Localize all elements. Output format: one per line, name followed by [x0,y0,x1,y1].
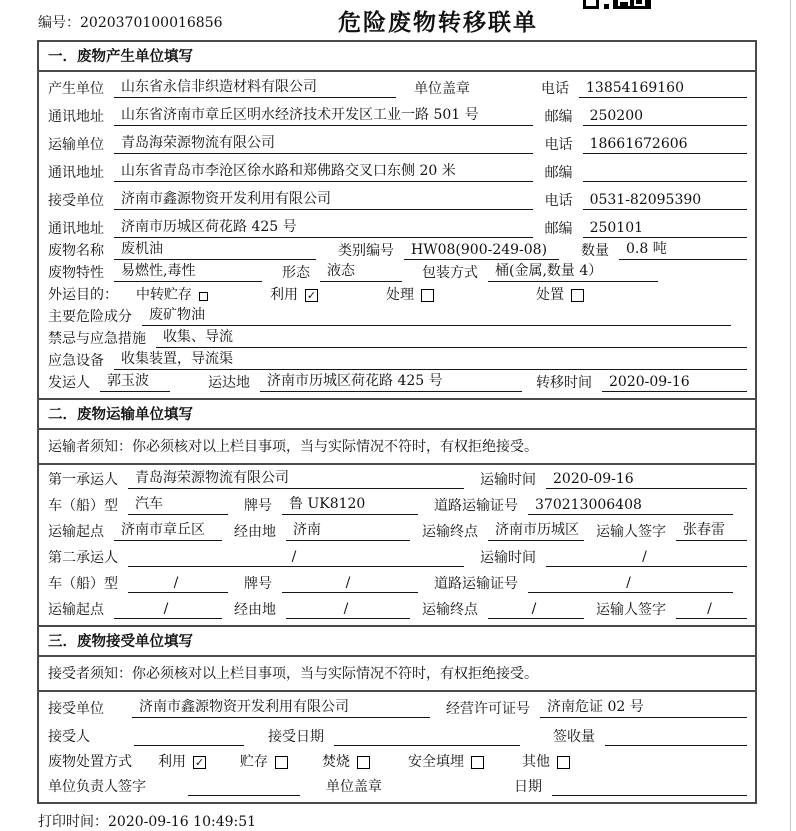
head-sign-value [188,779,300,796]
zip1-value: 250200 [583,108,747,126]
phone2-value: 18661672606 [583,136,747,154]
character-label: 废物特性 [48,265,104,281]
quantity-label: 数量 [581,243,609,259]
accept-person-row [48,722,749,750]
zip3-label: 邮编 [544,221,573,237]
disposal-option-landfill [408,751,484,771]
document-number-label: 编号： [38,15,80,31]
disposal-option-other-label: 其他 [522,754,550,770]
phone2-label: 电话 [544,137,573,153]
zip2-value [583,165,747,182]
taboo-value: 收集、导流 [156,326,747,348]
carrier2-label: 第二承运人 [48,550,118,566]
producer-value: 山东省永信非织造材料有限公司 [114,76,396,98]
disposal-store-checkbox-icon[interactable] [275,756,288,769]
transporter-label: 运输单位 [48,137,104,153]
disposal-option-landfill-label: 安全填埋 [408,754,464,770]
manifest-form [37,40,757,804]
terminal2-label: 运输终点 [422,602,478,618]
disposal-option-store [240,751,288,771]
section3-header: 三．废物接受单位填写 [39,625,755,657]
print-time-label: 打印时间： [38,814,108,830]
permit2-label: 道路运输证号 [434,576,518,592]
permit2-value: / [528,575,733,593]
category-value: HW08(900-249-08) [404,242,559,260]
disposal-label: 废物处置方式 [48,754,132,770]
origin2-value: / [114,601,222,619]
form-value: 液态 [320,260,402,282]
sign1-value: 张春雷 [676,519,747,541]
receipt-qty-label: 签收量 [553,729,595,745]
character-value: 易燃性,毒性 [114,260,262,282]
receiver-notice: 接受者须知：你必须核对以上栏目事项，当与实际情况不符时，有权拒绝接受。 [39,657,755,692]
destination-value: 济南市历城区荷花路 425 号 [260,370,522,392]
plate2-value: / [282,575,418,593]
category-label: 类别编号 [338,243,394,259]
zip1-label: 邮编 [544,109,573,125]
transporter-value: 青岛海荣源物流有限公司 [114,132,533,154]
receiver-row [48,186,749,214]
vehicle1-value: 汽车 [128,493,228,515]
unit-seal-label: 单位盖章 [414,81,470,97]
sign-date-value [552,779,747,796]
carrier2-row [48,545,749,571]
purpose-option-transfer-label: 中转贮存 [136,287,192,303]
purpose-option-utilize-label: 利用 [270,287,298,303]
phone1-value: 13854169160 [579,80,747,98]
purpose-option-dispose [536,284,584,304]
via2-value: / [286,601,410,619]
addr2-label: 通讯地址 [48,165,104,181]
taboo-label: 禁忌与应急措施 [48,331,146,347]
dispose-checkbox-icon[interactable] [571,289,584,302]
head-sign-label: 单位负责人签字 [48,779,146,795]
disposal-other-checkbox-icon[interactable] [557,756,570,769]
print-time-value: 2020-09-16 10:49:51 [108,814,257,830]
waste-character-row [48,264,749,286]
disposal-landfill-checkbox-icon[interactable] [471,756,484,769]
time2-value: / [546,549,747,567]
addr3-value: 济南市历城区荷花路 425 号 [114,216,533,238]
disposal-option-other [522,751,570,771]
receipt-qty-value [605,729,747,746]
phone1-label: 电话 [541,81,569,97]
section3-body [39,692,755,802]
document-number-value: 2020370100016856 [80,15,223,31]
vehicle1-label: 车（船）型 [48,498,118,514]
plate1-value: 鲁 UK8120 [282,493,418,515]
vehicle2-row [48,571,749,597]
carrier2-value: / [128,549,464,567]
page-right-edge [790,0,791,831]
sign2-value: / [676,601,747,619]
print-time [38,811,796,831]
purpose-option-dispose-label: 处置 [536,287,564,303]
treat-checkbox-icon[interactable] [421,289,434,302]
terminal2-value: / [488,601,584,619]
head-sign-row [48,775,749,800]
plate1-label: 牌号 [244,498,272,514]
accept-date-value [334,729,520,746]
sign1-label: 运输人签字 [596,524,666,540]
plate2-label: 牌号 [244,576,272,592]
hazard-value: 废矿物油 [142,304,731,326]
hazard-label2: 主要危险成分 [48,309,132,325]
route2-row [48,597,749,623]
zip3-value: 250101 [583,220,747,238]
terminal1-value: 济南市历城区 [488,519,584,541]
packing-value: 桶(金属,数量 4） [488,260,658,282]
form-label: 形态 [282,265,310,281]
zip2-label: 邮编 [544,165,573,181]
license-label: 经营许可证号 [446,701,530,717]
shipper-label: 发运人 [48,375,90,391]
packing-label: 包装方式 [422,265,478,281]
destination-label: 运达地 [208,375,250,391]
transfer-time-value: 2020-09-16 [602,374,747,392]
waste-name-value: 废机油 [114,238,316,260]
addr3-label: 通讯地址 [48,221,104,237]
page-title: 危险废物转移联单 [338,9,538,36]
time2-label: 运输时间 [480,550,536,566]
addr1-label: 通讯地址 [48,109,104,125]
producer-label: 产生单位 [48,81,104,97]
time1-value: 2020-09-16 [546,471,747,489]
purpose-option-treat [386,284,434,304]
transporter-address-row [48,158,749,186]
disposal-option-store-label: 贮存 [240,754,268,770]
sign2-label: 运输人签字 [596,602,666,618]
accept-date-label: 接受日期 [268,729,324,745]
terminal1-label: 运输终点 [422,524,478,540]
disposal-incinerate-checkbox-icon[interactable] [357,756,370,769]
section1-header: 一．废物产生单位填写 [39,42,755,72]
vehicle1-row [48,493,749,519]
utilize-checkbox-icon[interactable]: ✓ [306,288,317,302]
quantity-value: 0.8 吨 [619,238,747,260]
origin2-label: 运输起点 [48,602,104,618]
origin1-label: 运输起点 [48,524,104,540]
section1-body [39,72,755,398]
shipper-value: 郭玉波 [100,370,170,392]
carrier1-label: 第一承运人 [48,472,118,488]
via2-label: 经由地 [234,602,276,618]
permit1-label: 道路运输证号 [434,498,518,514]
via1-value: 济南 [286,519,410,541]
addr2-value: 山东省青岛市李沧区徐水路和郑佛路交叉口东侧 20 米 [114,160,533,182]
purpose-option-utilize [270,284,318,304]
section2-header: 二．废物运输单位填写 [39,398,755,430]
producer-row [48,74,749,102]
disposal-option-utilize [158,751,206,771]
equipment-label: 应急设备 [48,353,104,369]
equipment-value: 收集装置，导流渠 [114,348,747,370]
vehicle2-value: / [128,575,228,593]
transfer-storage-checkbox-icon[interactable] [199,292,208,301]
phone3-label: 电话 [544,193,573,209]
purpose-label: 外运目的： [48,287,118,303]
sign-date-label: 日期 [514,779,542,795]
disposal-row [48,750,749,775]
document-header [0,0,796,40]
waste-name-label: 废物名称 [48,243,104,259]
addr1-value: 山东省济南市章丘区明水经济技术开发区工业一路 501 号 [114,104,533,126]
permit1-value: 370213006408 [528,497,733,515]
transporter-row [48,130,749,158]
disposal-option-incinerate-label: 焚烧 [322,754,350,770]
accept-unit-value: 济南市鑫源物资开发利用有限公司 [132,696,430,718]
accept-person-value [134,729,244,746]
carrier1-row [48,467,749,493]
route1-row [48,519,749,545]
purpose-option-treat-label: 处理 [386,287,414,303]
vehicle2-label: 车（船）型 [48,576,118,592]
disposal-option-utilize-label: 利用 [158,754,186,770]
carrier1-value: 青岛海荣源物流有限公司 [128,467,464,489]
producer-address-row [48,102,749,130]
receiver-label: 接受单位 [48,193,104,209]
shipper-row [48,374,749,396]
accept-unit-label: 接受单位 [48,701,104,717]
receiver-value: 济南市鑫源物资开发利用有限公司 [114,188,533,210]
time1-label: 运输时间 [480,472,536,488]
disposal-utilize-checkbox-icon[interactable]: ✓ [194,755,205,769]
license-value: 济南危证 02 号 [540,696,747,718]
transfer-time-label: 转移时间 [536,375,592,391]
section2-body [39,465,755,625]
unit-seal2-label: 单位盖章 [326,779,382,795]
purpose-option-transfer [136,284,208,304]
accept-unit-row [48,694,749,722]
accept-person-label: 接受人 [48,729,90,745]
disposal-option-incinerate [322,751,370,771]
transporter-notice: 运输者须知：你必须核对以上栏目事项，当与实际情况不符时，有权拒绝接受。 [39,430,755,465]
origin1-value: 济南市章丘区 [114,519,222,541]
via1-label: 经由地 [234,524,276,540]
phone3-value: 0531-82095390 [583,192,747,210]
